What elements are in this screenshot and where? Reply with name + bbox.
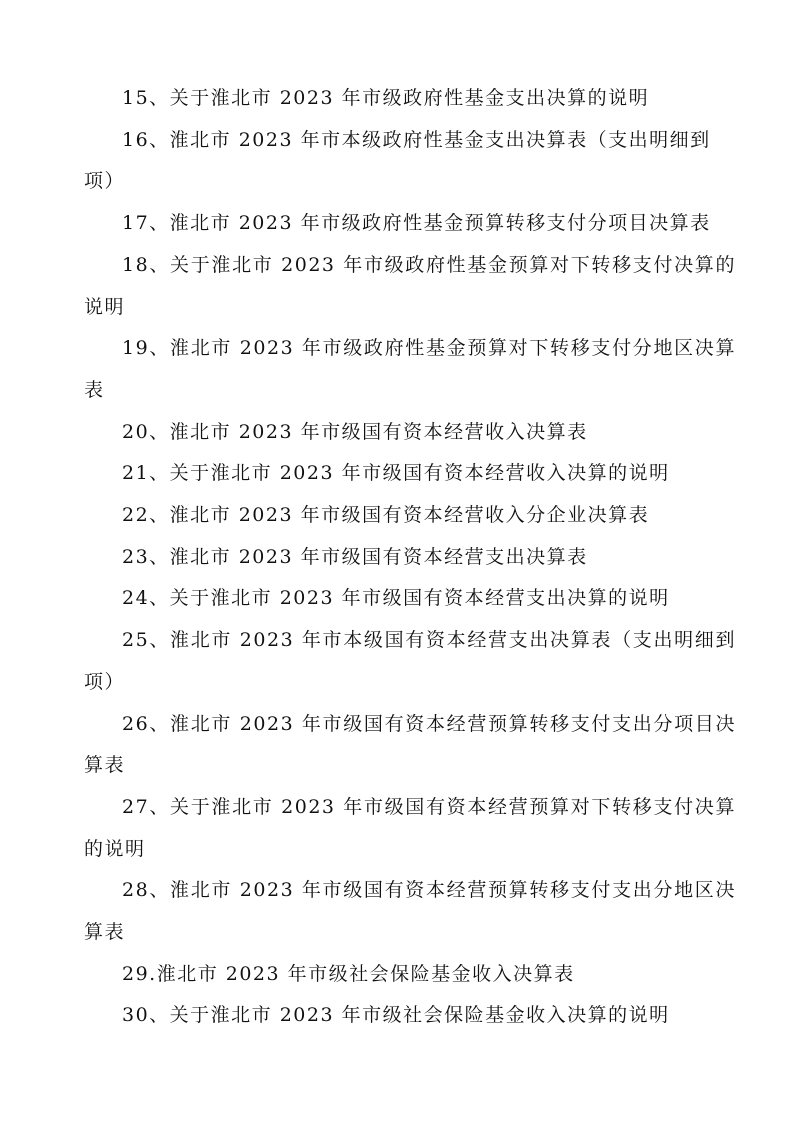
list-item: 24、关于淮北市 2023 年市级国有资本经营支出决算的说明 xyxy=(122,587,670,610)
list-item: 17、淮北市 2023 年市级政府性基金预算转移支付分项目决算表 xyxy=(122,212,711,235)
list-item: 21、关于淮北市 2023 年市级国有资本经营收入决算的说明 xyxy=(122,462,670,485)
list-item: 20、淮北市 2023 年市级国有资本经营收入决算表 xyxy=(122,420,588,443)
list-item: 16、淮北市 2023 年市本级政府性基金支出决算表（支出明细到项） xyxy=(84,128,711,193)
list-item: 22、淮北市 2023 年市级国有资本经营收入分企业决算表 xyxy=(122,504,650,527)
list-item: 30、关于淮北市 2023 年市级社会保险基金收入决算的说明 xyxy=(122,1004,670,1027)
document-page xyxy=(84,78,736,1037)
list-item: 27、关于淮北市 2023 年市级国有资本经营预算对下转移支付决算的说明 xyxy=(84,795,736,860)
list-item: 29.淮北市 2023 年市级社会保险基金收入决算表 xyxy=(122,962,575,985)
list-item: 18、关于淮北市 2023 年市级政府性基金预算对下转移支付决算的说明 xyxy=(84,253,736,318)
list-item: 28、淮北市 2023 年市级国有资本经营预算转移支付支出分地区决算表 xyxy=(84,879,736,944)
list-item: 15、关于淮北市 2023 年市级政府性基金支出决算的说明 xyxy=(122,87,650,109)
list-item: 26、淮北市 2023 年市级国有资本经营预算转移支付支出分项目决算表 xyxy=(84,712,736,777)
list-item: 19、淮北市 2023 年市级政府性基金预算对下转移支付分地区决算表 xyxy=(84,337,736,401)
list-item: 25、淮北市 2023 年市本级国有资本经营支出决算表（支出明细到项） xyxy=(84,629,736,693)
list-item: 23、淮北市 2023 年市级国有资本经营支出决算表 xyxy=(122,545,588,568)
